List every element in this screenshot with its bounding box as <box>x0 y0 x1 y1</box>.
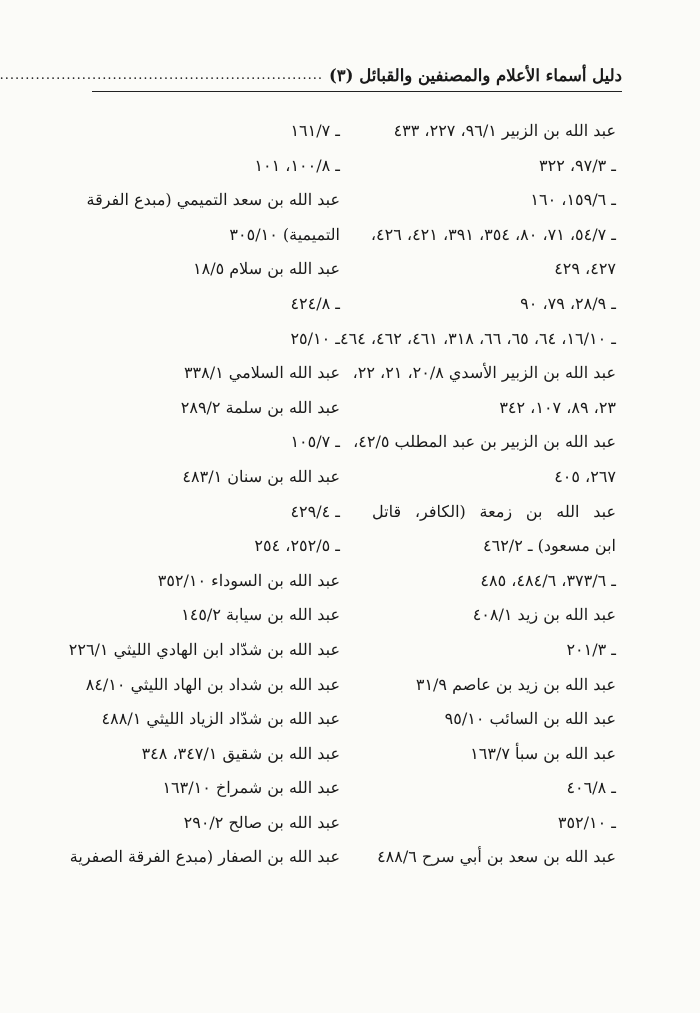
header-rule <box>92 91 622 92</box>
index-entry: ـ ٩٧/٣، ٣٢٢ <box>539 155 616 175</box>
index-entry: ـ ٤٢٤/٨ <box>290 293 340 313</box>
index-entry: ـ ٢٥/١٠ <box>290 328 340 348</box>
index-entry: ابن مسعود) ـ ٤٦٢/٢ <box>483 536 616 556</box>
index-entry: عبد الله بن شدّاد ابن الهادي الليثي ٢٢٦/١ <box>68 639 340 659</box>
index-entry: عبد الله بن سبأ ١٦٣/٧ <box>470 743 616 763</box>
index-entry: ـ ٥٤/٧، ٧١، ٨٠، ٣٥٤، ٣٩١، ٤٢١، ٤٢٦، <box>370 224 616 244</box>
index-entry: عبد الله بن سعد التميمي (مبدع الفرقة <box>86 190 340 210</box>
index-entry: عبد الله بن سعد بن أبي سرح ٤٨٨/٦ <box>377 847 616 867</box>
index-entry: عبد الله بن شمراخ ١٦٣/١٠ <box>162 778 340 798</box>
running-head-title: دليل أسماء الأعلام والمصنفين والقبائل (٣) <box>328 65 622 85</box>
index-entry: ـ ٤٠٦/٨ <box>566 778 616 798</box>
index-entry: ـ ٢٠١/٣ <box>566 639 616 659</box>
index-entry: ـ ١٠٠/٨، ١٠١ <box>254 155 340 175</box>
index-entry: عبد الله السلامي ٣٣٨/١ <box>183 363 340 383</box>
index-entry: عبد الله بن السائب ٩٥/١٠ <box>444 709 616 729</box>
index-column-right <box>340 114 616 875</box>
index-entry: ـ ٢٥٢/٥، ٢٥٤ <box>254 536 340 556</box>
index-entry: عبد الله بن سلمة ٢٨٩/٢ <box>180 397 340 417</box>
index-entry: عبد الله بن سلام ١٨/٥ <box>193 259 340 279</box>
index-entry: عبد الله بن شداد بن الهاد الليثي ٨٤/١٠ <box>85 674 340 694</box>
index-entry: ٢٣، ٨٩، ١٠٧، ٣٤٢ <box>499 397 616 417</box>
index-entry: ـ ١٥٩/٦، ١٦٠ <box>530 190 616 210</box>
index-entry: ـ ٣٥٢/١٠ <box>557 812 616 832</box>
index-entry: ـ ٣٧٣/٦، ٤٨٤/٦، ٤٨٥ <box>480 570 616 590</box>
index-entry: ـ ٢٨/٩، ٧٩، ٩٠ <box>520 293 616 313</box>
page-header <box>92 62 622 88</box>
index-entry: عبد الله بن الزبير الأسدي ٢٠/٨، ٢١، ٢٢، <box>352 363 616 383</box>
index-entry: عبد الله بن شدّاد الزياد الليثي ٤٨٨/١ <box>101 709 340 729</box>
index-entry: عبد الله بن زيد ٤٠٨/١ <box>472 605 616 625</box>
index-entry: ٤٢٧، ٤٢٩ <box>554 259 616 279</box>
index-entry: عبد الله بن سنان ٤٨٣/١ <box>182 466 340 486</box>
index-entry: عبد الله بن زمعة (الكافر، قاتل <box>372 501 616 521</box>
index-entry: عبد الله بن صالح ٢٩٠/٢ <box>183 812 340 832</box>
index-entry: عبد الله بن شقيق ٣٤٧/١، ٣٤٨ <box>141 743 340 763</box>
index-entry: ٢٦٧، ٤٠٥ <box>554 466 616 486</box>
index-entry: عبد الله بن الزبير بن عبد المطلب ٤٢/٥، <box>353 432 616 452</box>
index-entry: عبد الله بن الصفار (مبدع الفرقة الصفرية <box>69 847 340 867</box>
leader-dots <box>0 68 323 83</box>
index-entry: ـ ١٦/١٠، ٦٤، ٦٥، ٦٦، ٣١٨، ٤٦١، ٤٦٢، ٤٦٤ <box>340 328 616 348</box>
index-entry: عبد الله بن السوداء ٣٥٢/١٠ <box>157 570 340 590</box>
index-entry: التميمية) ٣٠٥/١٠ <box>229 224 340 244</box>
index-entry: ـ ١٦١/٧ <box>290 121 340 140</box>
index-entry: عبد الله بن زيد بن عاصم ٣١/٩ <box>415 674 616 694</box>
index-column-left <box>68 114 340 875</box>
index-entry: عبد الله بن الزبير ٩٦/١، ٢٢٧، ٤٣٣ <box>393 121 616 140</box>
index-entry: عبد الله بن سيابة ١٤٥/٢ <box>181 605 340 625</box>
index-entry: ـ ٤٢٩/٤ <box>290 501 340 521</box>
index-entry: ـ ١٠٥/٧ <box>290 432 340 452</box>
